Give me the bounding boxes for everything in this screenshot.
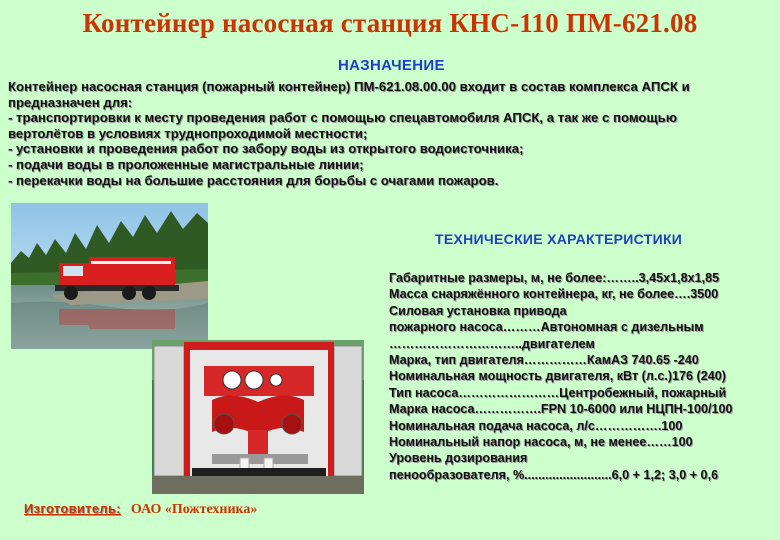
- tech-specs-heading: ТЕХНИЧЕСКИЕ ХАРАКТЕРИСТИКИ: [435, 231, 683, 247]
- purpose-heading: НАЗНАЧЕНИЕ: [338, 57, 445, 74]
- page-title: Контейнер насосная станция КНС-110 ПМ-621.08: [82, 8, 698, 38]
- spec-line: Уровень дозирования: [389, 451, 528, 466]
- spec-line: Номинальная мощность двигателя, кВт (л.с.)176 (240): [389, 369, 726, 384]
- truck-photo: [11, 203, 208, 349]
- spec-line: …………………………..двигателем: [389, 336, 595, 351]
- purpose-line: - подачи воды в проложенные магистральные линии;: [8, 156, 364, 172]
- purpose-line: - транспортировки к месту проведения работ с помощью спецавтомобиля АПСК, а так же с помощью: [8, 110, 677, 126]
- truck-by-lake-image: [11, 203, 208, 349]
- spec-line: Марка, тип двигателя……………КамАЗ 740.65 -240: [389, 353, 699, 368]
- purpose-line: вертолётов в условиях труднопроходимой местности;: [8, 125, 368, 141]
- spec-line: пожарного насоса………Автономная с дизельным: [389, 320, 704, 335]
- purpose-line: предназначен для:: [8, 94, 133, 110]
- spec-line: Габаритные размеры, м, не более:……..3,45х1,8х1,85: [389, 271, 720, 285]
- spec-line: Марка насоса…………….FPN 10-6000 или НЦПН-100/100: [389, 402, 733, 417]
- purpose-line: Контейнер насосная станция (пожарный контейнер) ПМ-621.08.00.00 входит в состав комплекса АПСК и: [8, 79, 690, 94]
- purpose-text: [8, 79, 768, 188]
- spec-line: Силовая установка привода: [389, 303, 567, 318]
- tech-specs-list: [389, 270, 779, 483]
- manufacturer: [24, 501, 257, 518]
- spec-line: Тип насоса……………………Центробежный, пожарный: [389, 385, 727, 400]
- purpose-line: - установки и проведения работ по забору воды из открытого водоисточника;: [8, 141, 524, 157]
- spec-line: Масса снаряжённого контейнера, кг, не более….3500: [389, 287, 719, 302]
- spec-line: Номинальная подача насоса, л/с…………….100: [389, 418, 683, 433]
- purpose-line: - перекачки воды на большие расстояния для борьбы с очагами пожаров.: [8, 172, 499, 188]
- spec-line: пенообразователя, %.........................6,0 + 1,2; 3,0 + 0,6: [389, 467, 719, 482]
- manufacturer-label: Изготовитель:: [24, 501, 121, 516]
- manufacturer-name: ОАО «Пожтехника»: [130, 502, 258, 517]
- pump-container-photo: [152, 340, 364, 494]
- spec-line: Номинальный напор насоса, м, не менее……100: [389, 435, 693, 450]
- pump-container-image: [152, 340, 364, 494]
